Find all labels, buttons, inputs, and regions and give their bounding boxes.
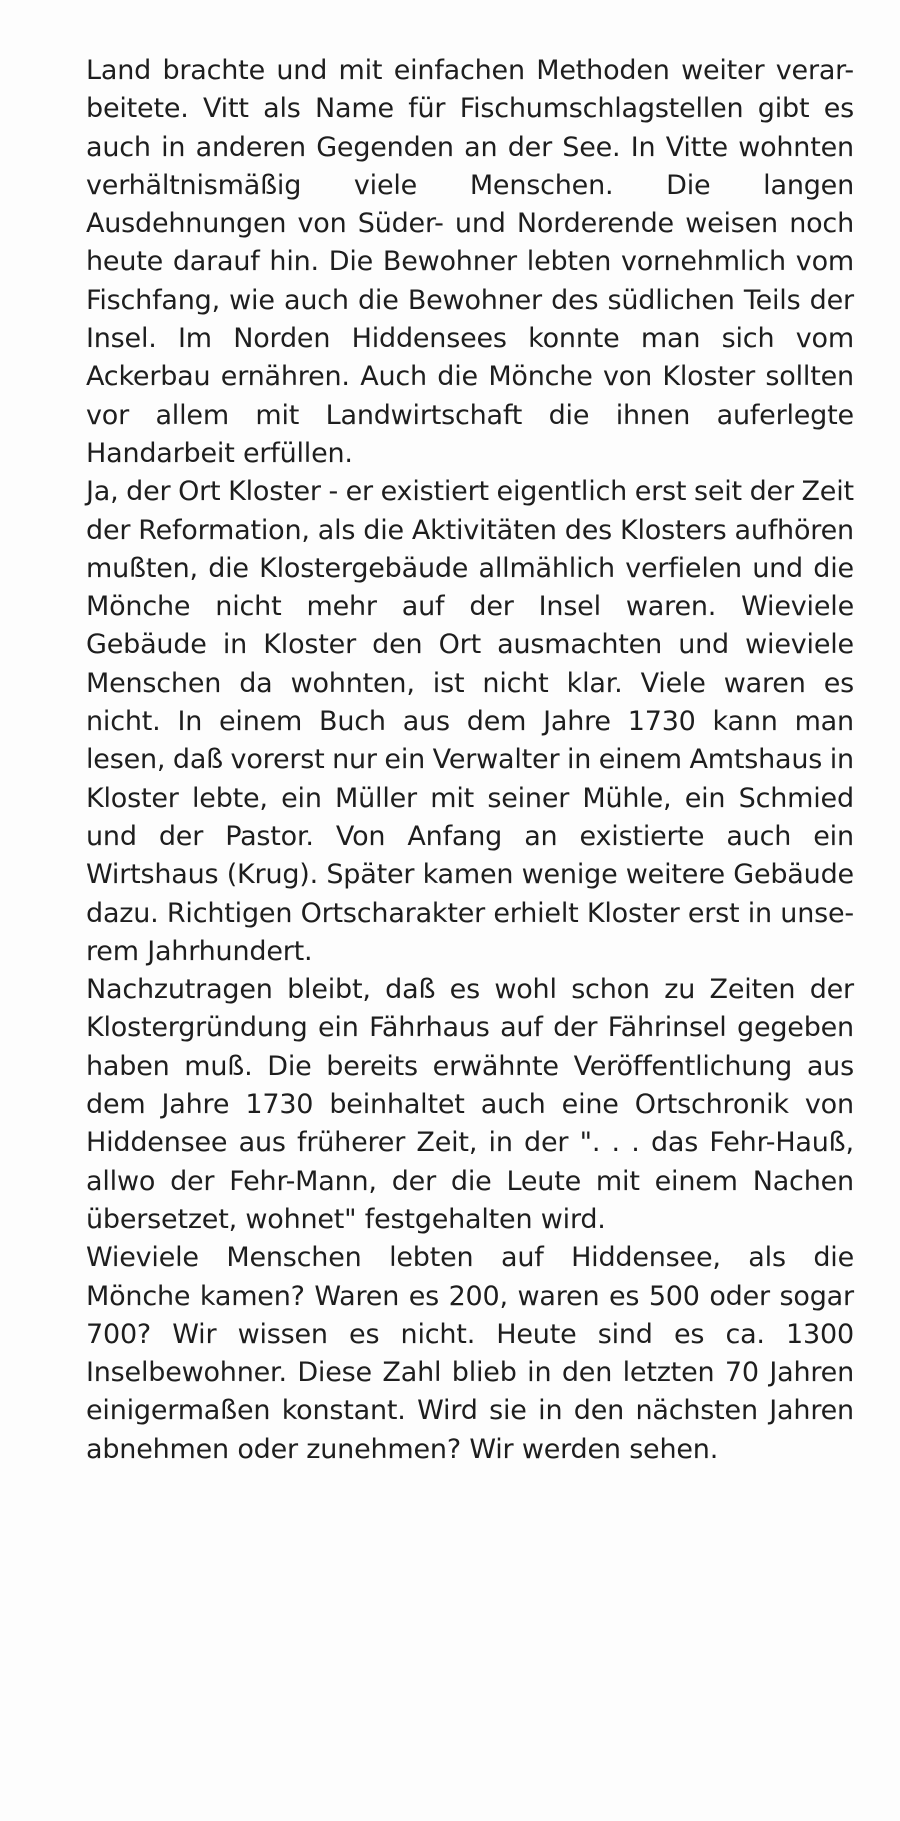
text-line: Menschen da wohnten, ist nicht klar. Viele waren es <box>86 667 854 699</box>
text-line: Kloster lebte, ein Müller mit seiner Mühle, ein Schmied <box>86 782 854 814</box>
text-line: Ausdehnungen von Süder- und Norderende weisen noch <box>86 208 854 240</box>
text-line: Inselbewohner. Diese Zahl blieb in den letzten 70 Jahren <box>86 1357 854 1389</box>
text-line: haben muß. Die bereits erwähnte Veröffentlichung aus <box>86 1050 854 1082</box>
text-line: rem Jahrhundert. <box>86 935 313 967</box>
text-line: Wieviele Menschen lebten auf Hiddensee, als die <box>86 1242 854 1274</box>
text-line: verhältnismäßig viele Menschen. Die langen <box>86 169 854 201</box>
text-line: Wirtshaus (Krug). Später kamen wenige weitere Gebäude <box>86 859 854 891</box>
text-line: auch in anderen Gegenden an der See. In Vitte wohnten <box>86 131 854 163</box>
text-line: dazu. Richtigen Ortscharakter erhielt Kloster erst in unse- <box>86 897 854 929</box>
paragraph <box>86 971 854 1239</box>
paragraph <box>86 52 854 473</box>
text-line: Insel. Im Norden Hiddensees konnte man sich vom <box>86 323 854 355</box>
text-line: Ackerbau ernähren. Auch die Mönche von Kloster sollten <box>86 361 854 393</box>
text-line: und der Pastor. Von Anfang an existierte auch ein <box>86 820 854 852</box>
text-line: Ja, der Ort Kloster - er existiert eigentlich erst seit der Zeit <box>86 476 854 508</box>
text-line: übersetzet, wohnet" festgehalten wird. <box>86 1203 606 1235</box>
text-line: vor allem mit Landwirtschaft die ihnen auferlegte <box>86 399 854 431</box>
paragraph <box>86 473 854 971</box>
text-line: 700? Wir wissen es nicht. Heute sind es ca. 1300 <box>86 1318 854 1350</box>
text-line: Mönche kamen? Waren es 200, waren es 500 oder sogar <box>86 1280 854 1312</box>
text-line: Land brachte und mit einfachen Methoden weiter verar- <box>86 55 854 86</box>
text-line: Klostergründung ein Fährhaus auf der Fährinsel gegeben <box>86 1012 854 1044</box>
text-line: heute darauf hin. Die Bewohner lebten vornehmlich vom <box>86 246 854 278</box>
text-line: abnehmen oder zunehmen? Wir werden sehen. <box>86 1433 719 1465</box>
text-line: mußten, die Klostergebäude allmählich verfielen und die <box>86 552 854 584</box>
text-line: dem Jahre 1730 beinhaltet auch eine Ortschronik von <box>86 1089 854 1121</box>
text-line: allwo der Fehr-Mann, der die Leute mit einem Nachen <box>86 1165 854 1197</box>
text-line: Hiddensee aus früherer Zeit, in der ". . . das Fehr-Hauß, <box>86 1127 854 1159</box>
text-line: lesen, daß vorerst nur ein Verwalter in einem Amtshaus in <box>86 744 854 776</box>
text-line: Fischfang, wie auch die Bewohner des südlichen Teils der <box>86 284 854 316</box>
text-line: Nachzutragen bleibt, daß es wohl schon zu Zeiten der <box>86 974 854 1006</box>
text-line: Mönche nicht mehr auf der Insel waren. Wieviele <box>86 591 854 623</box>
text-line: einigermaßen konstant. Wird sie in den nächsten Jahren <box>86 1395 854 1427</box>
paragraph <box>86 1239 854 1469</box>
body-text <box>86 52 854 1469</box>
text-line: der Reformation, als die Aktivitäten des Klosters aufhören <box>86 514 854 546</box>
text-line: Gebäude in Kloster den Ort ausmachten und wieviele <box>86 629 854 661</box>
text-line: beitete. Vitt als Name für Fischumschlagstellen gibt es <box>86 93 854 125</box>
text-line: nicht. In einem Buch aus dem Jahre 1730 kann man <box>86 706 854 738</box>
text-line: Handarbeit erfüllen. <box>86 437 353 469</box>
